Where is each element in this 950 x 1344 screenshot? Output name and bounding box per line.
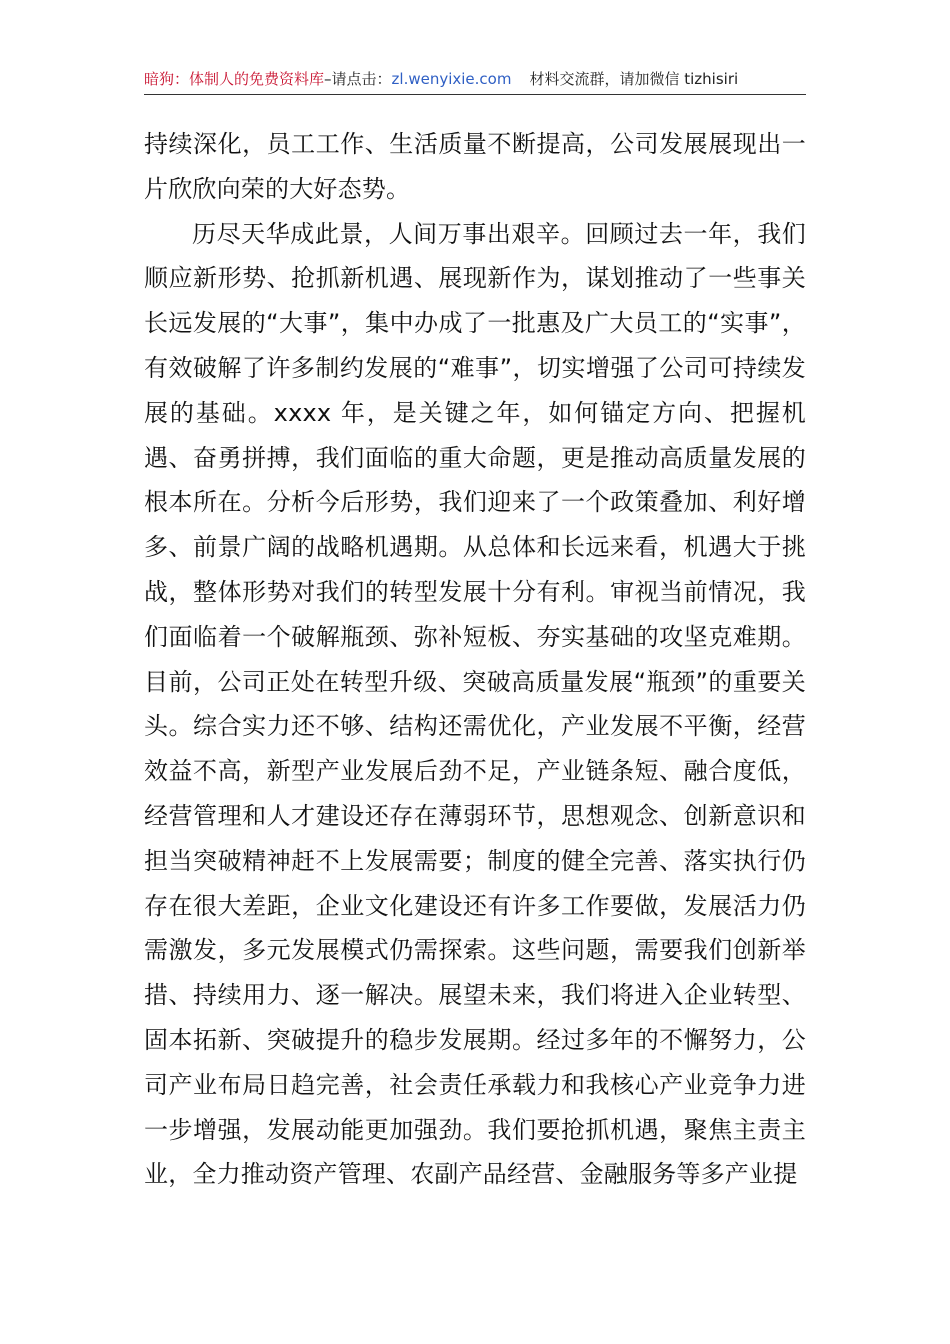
header-link[interactable]: zl.wenyixie.com	[391, 70, 512, 88]
page-header	[144, 68, 806, 95]
paragraph-continuation: 持续深化，员工工作、生活质量不断提高，公司发展展现出一片欣欣向荣的大好态势。	[144, 130, 806, 203]
header-prompt: –请点击：	[324, 70, 392, 88]
header-brand: 暗狗：体制人的免费资料库	[144, 70, 325, 88]
header-contact: 材料交流群，请加微信 tizhisiri	[529, 70, 739, 88]
paragraph: 历尽天华成此景，人间万事出艰辛。回顾过去一年，我们顺应新形势、抢抓新机遇、展现新作为，谋划推动了一些事关长远发展的“大事”，集中办成了一批惠及广大员工的“实事”，有效破解了许多制约发展的“难事”，切实增强了公司可持续发展的基础。xxxx 年，是关键之年，如何锚定方向、把握机遇、奋勇拼搏，我们面临的重大命题，更是推动高质量发展的根本所在。分析今后形势，我们迎来了一个政策叠加、利好增多、前景广阔的战略机遇期。从总体和长远来看，机遇大于挑战，整体形势对我们的转型发展十分有利。审视当前情况，我们面临着一个破解瓶颈、弥补短板、夯实基础的攻坚克难期。目前，公司正处在转型升级、突破高质量发展“瓶颈”的重要关头。综合实力还不够、结构还需优化，产业发展不平衡，经营效益不高，新型产业发展后劲不足，产业链条短、融合度低，经营管理和人才建设还存在薄弱环节，思想观念、创新意识和担当突破精神赶不上发展需要；制度的健全完善、落实执行仍存在很大差距，企业文化建设还有许多工作要做，发展活力仍需激发，多元发展模式仍需探索。这些问题，需要我们创新举措、持续用力、逐一解决。展望未来，我们将进入企业转型、固本拓新、突破提升的稳步发展期。经过多年的不懈努力，公司产业布局日趋完善，社会责任承载力和我核心产业竞争力进一步增强，发展动能更加强劲。我们要抢抓机遇，聚焦主责主业，全力推动资产管理、农副产品经营、金融服务等多产业提	[144, 219, 806, 1189]
document-body	[144, 122, 806, 1197]
